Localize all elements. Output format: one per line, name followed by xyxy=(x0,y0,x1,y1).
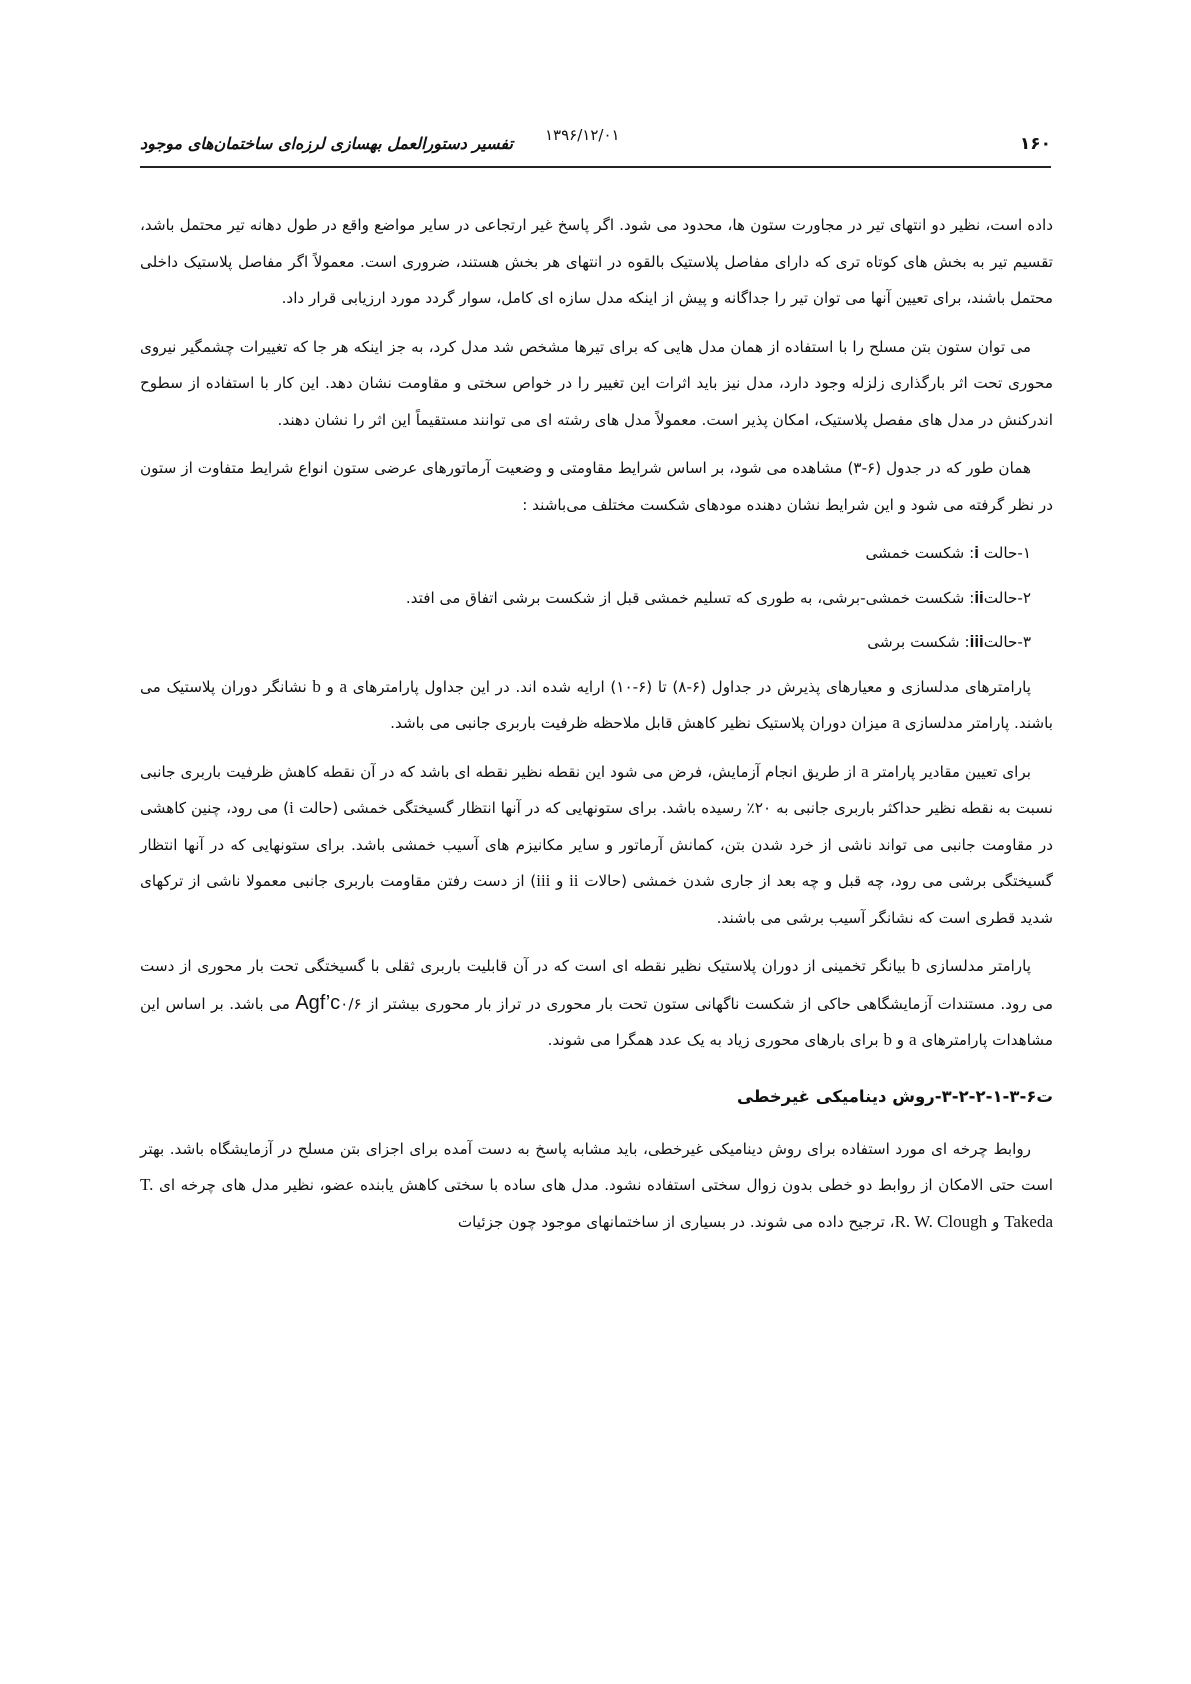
paragraph-parameter-b: پارامتر مدلسازی b بیانگر تخمینی از دوران پلاستیک نظیر نقطه ای است که در آن قابلیت باربری ثقلی با گسیختگی تحت بار محوری از دست می رود. مستندات آزمایشگاهی حاکی از شکست ناگهانی ستون تحت بار محوری در تراز بار محوری بیشتر از ۰/۶Agf’c می باشد. بر اساس این مشاهدات پارامترهای a و b برای بارهای محوری زیاد به یک عدد همگرا می شوند. xyxy=(140,956,1053,1049)
paragraph-parameter-a: برای تعیین مقادیر پارامتر a از طریق انجام آزمایش، فرض می شود این نقطه نظیر نقطه ای باشد که در آن نقطه کاهش ظرفیت باربری جانبی نسبت به نقطه نظیر حداکثر باربری جانبی به ۲۰٪ رسیده باشد. برای ستونهایی که در آنها انتظار گسیختگی خمشی (حالت i) می رود، چنین کاهشی در مقاومت جانبی می تواند ناشی از خرد شدن بتن، کمانش آرماتور و سایر مکانیزم های آسیب خمشی باشد. برای ستونهایی که در آنها انتظار گسیختگی برشی می رود، چه قبل و چه بعد از جاری شدن خمشی (حالات ii و iii) از دست رفتن مقاومت باربری جانبی معمولا ناشی از ترکهای شدید قطری است که نشانگر آسیب برشی می باشند. xyxy=(140,761,1054,927)
paragraph-nonlinear-dynamic: روابط چرخه ای مورد استفاده برای روش دینامیکی غیرخطی، باید مشابه پاسخ به دست آمده برای اجزای بتن مسلح در آزمایشگاه باشد. بهتر است حتی الامکان از روابط دو خطی بدون زوال سختی استفاده نشود. مدل های ساده با سختی کاهش یابنده عضو، نظیر مدل های چرخه ای T. Takeda و R. W. Clough، ترجیح داده می شوند. در بسیاری از ساختمانهای موجود چون جزئیات xyxy=(140,1139,1053,1231)
paragraph-modeling-parameters: پارامترهای مدلسازی و معیارهای پذیرش در جداول (۶-۸) تا (۶-۱۰) ارایه شده اند. در این جداول پارامترهای a و b نشانگر دوران پلاستیک می باشند. پارامتر مدلسازی a میزان دوران پلاستیک نظیر کاهش قابل ملاحظه ظرفیت باربری جانبی می باشد. xyxy=(140,676,1053,732)
page-header xyxy=(140,126,1051,166)
list-item: ۲-حالتii: شکست خمشی-برشی، به طوری که تسلیم خمشی قبل از شکست برشی اتفاق می افتد. xyxy=(405,587,1031,607)
list-item: ۳-حالتiii: شکست برشی xyxy=(867,632,1031,651)
section-heading: ت۶-۳-۱-۲-۲-۳-روش دینامیکی غیرخطی xyxy=(737,1086,1053,1106)
list-item: ۱-حالت i: شکست خمشی xyxy=(865,543,1031,562)
header-title: تفسیر دستورالعمل بهسازی لرزه‌ای ساختمان‌های موجود xyxy=(140,134,513,153)
paragraph-beam-hinges: داده است، نظیر دو انتهای تیر در مجاورت ستون ها، محدود می شود. اگر پاسخ غیر ارتجاعی در سایر مواضع واقع در طول دهانه تیر محتمل باشد، تقسیم تیر به بخش های کوتاه تری که دارای مفاصل پلاستیک بالقوه در انتهای هر بخش هستند، ضروری است. معمولاً اگر مفاصل پلاستیک داخلی محتمل باشند، برای تعیین آنها می توان تیر را جداگانه و پیش از اینکه مدل سازه ای کامل، سوار گردد مورد ارزیابی قرار داد. xyxy=(140,216,1053,307)
paragraph-table-conditions: همان طور که در جدول (۶-۳) مشاهده می شود، بر اساس شرایط مقاومتی و وضعیت آرماتورهای عرضی ستون انواع شرایط متفاوت از ستون در نظر گرفته می شود و این شرایط نشان دهنده مودهای شکست مختلف می‌باشند : xyxy=(140,459,1053,514)
header-date: ۱۳۹۶/۱۲/۰۱ xyxy=(545,126,620,144)
page-body xyxy=(140,207,1053,1252)
page-number: ۱۶۰ xyxy=(1019,134,1051,154)
header-rule xyxy=(140,166,1051,168)
paragraph-column-model: می توان ستون بتن مسلح را با استفاده از همان مدل هایی که برای تیرها مشخص شد مدل کرد، به جز اینکه هر جا که تغییرات چشمگیر نیروی محوری تحت اثر بارگذاری زلزله وجود دارد، مدل نیز باید اثرات این تغییر را در خواص سختی و مقاومت نشان دهد. این کار با استفاده از سطوح اندرکنش در مدل های مفصل پلاستیک، امکان پذیر است. معمولاً مدل های رشته ای می توانند مستقیماً این اثر را نشان دهند. xyxy=(140,337,1053,429)
